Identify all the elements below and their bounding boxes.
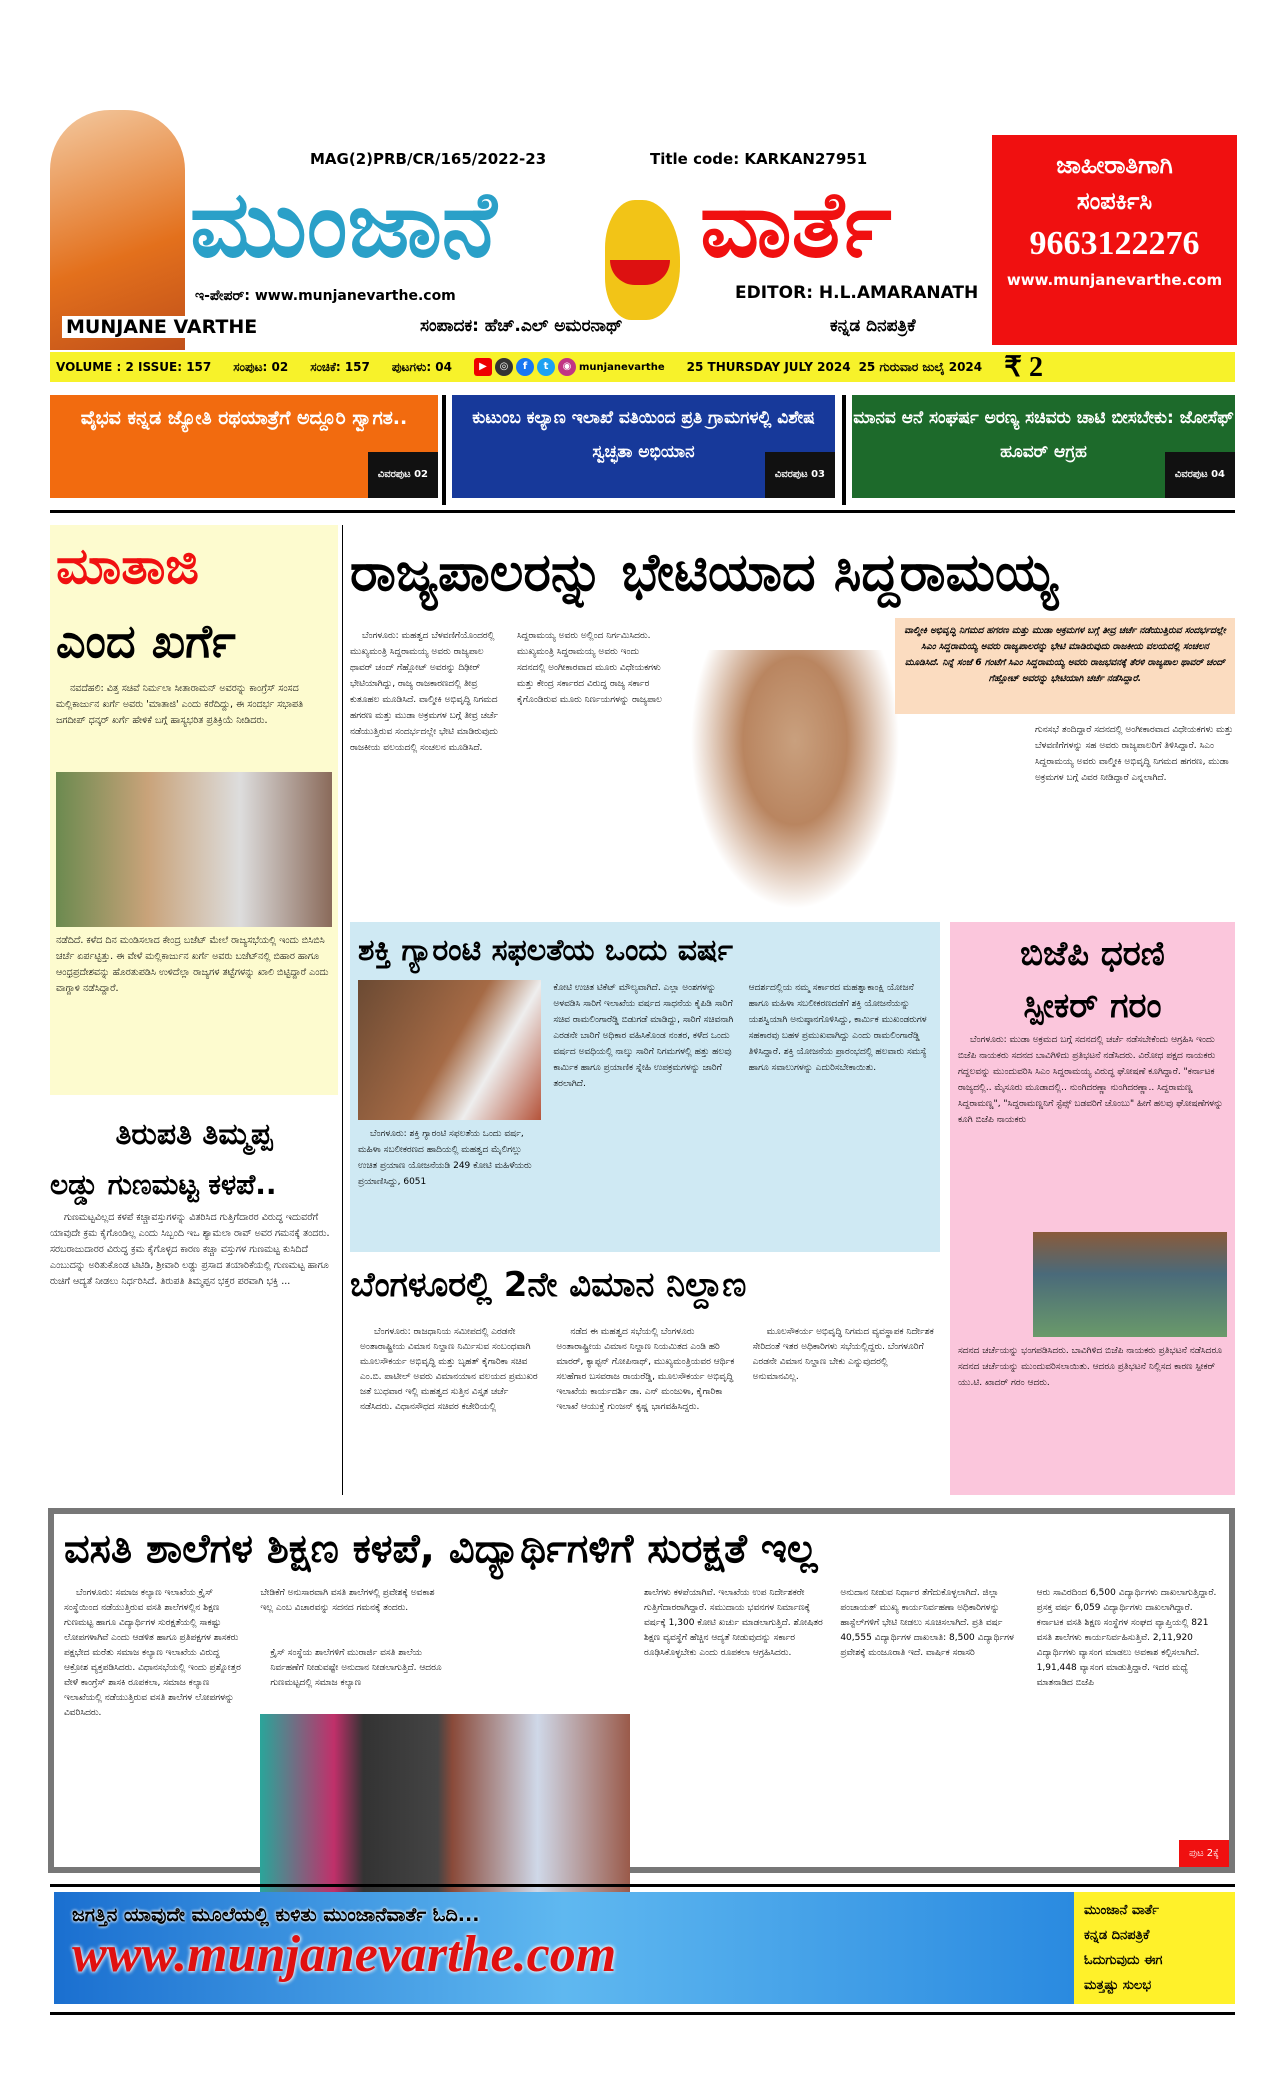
teaser-text: ಕುಟುಂಬ ಕಲ್ಯಾಣ ಇಲಾಖೆ ವತಿಯಿಂದ ಪ್ರತಿ ಗ್ರಾಮಗಳಲ್ಲಿ ವಿಶೇಷ ಸ್ವಚ್ಛತಾ ಅಭಿಯಾನ: [472, 408, 815, 462]
daily-label: ಕನ್ನಡ ದಿನಪತ್ರಿಕೆ: [830, 316, 916, 336]
teaser-3[interactable]: [852, 395, 1235, 498]
tirupati-headline1: ತಿರುಪತಿ ತಿಮ್ಮಪ್ಪ: [115, 1117, 273, 1152]
founder-photo: [50, 110, 185, 350]
hostel-col3: ಕ್ರೈಸ್ ಸಂಸ್ಥೆಯ ಶಾಲೆಗಳಿಗೆ ಮುರಾರ್ಜಿ ವಸತಿ ಶಾಲೆಯ ನಿರ್ವಹಣೆಗೆ ನೀಡುವಷ್ಟೇ ಅನುದಾನ ನೀಡಲಾಗುತ್ತಿದೆ. ಆದರೂ ಗುಣಮಟ್ಟದಲ್ಲಿ ಸಮಾಜ ಕಲ್ಯಾಣ: [270, 1648, 442, 1688]
divider: [442, 395, 446, 505]
transport-minister-photo: [358, 980, 541, 1120]
hostel-col4: ಶಾಲೆಗಳು ಕಳಪೆಯಾಗಿವೆ. ಇಲಾಖೆಯ ಉಪ ನಿರ್ದೇಶಕರೇ ಗುತ್ತಿಗೆದಾರರಾಗಿದ್ದಾರೆ. ಸಮುದಾಯ ಭವನಗಳ ನಿರ್ಮಾಣಕ್ಕೆ ವರ್ಷಕ್ಕೆ 1,300 ಕೋಟಿ ಖರ್ಚು ಮಾಡಲಾಗುತ್ತಿದೆ. ಶೋಷಿತರ ಶಿಕ್ಷಣ ವ್ಯವಸ್ಥೆಗೆ ಹೆಚ್ಚಿನ ಆದ್ಯತೆ ನೀಡುವುದನ್ನು ಸರ್ಕಾರ ರೂಢಿಸಿಕೊಳ್ಳಬೇಕು ಎಂದು ರೂಪಕಲಾ ಆಗ್ರಹಿಸಿದರು.: [643, 1588, 823, 1658]
date-en: 25 THURSDAY JULY 2024: [686, 360, 851, 374]
hostel-col2: ಬೇಡಿಕೆಗೆ ಅನುಸಾರವಾಗಿ ವಸತಿ ಶಾಲೆಗಳಲ್ಲಿ ಪ್ರವೇಶಕ್ಕೆ ಅವಕಾಶ ಇಲ್ಲ ಎಂಬ ವಿಚಾರವನ್ನು ಸದನದ ಗಮನಕ್ಕೆ ತಂದರು.: [260, 1588, 435, 1613]
website-banner[interactable]: [54, 1892, 1074, 2004]
advertise-box: [992, 135, 1237, 345]
mataji-headline1: ಮಾತಾಜಿ: [56, 537, 199, 595]
shakti-headline: ಶಕ್ತಿ ಗ್ಯಾರಂಟಿ ಸಫಲತೆಯ ಒಂದು ವರ್ಷ: [358, 933, 733, 968]
teaser-page-tag: ವಿವರಪುಟ 04: [1165, 452, 1235, 498]
ad-phone[interactable]: 9663122276: [1029, 225, 1200, 262]
bjp-headline1: ಬಿಜೆಪಿ ಧರಣಿ: [1020, 934, 1165, 974]
airport-col3: ಮೂಲಸೌಕರ್ಯ ಅಭಿವೃದ್ಧಿ ನಿಗಮದ ವ್ಯವಸ್ಥಾಪಕ ನಿರ್ದೇಶಕ ಸೇರಿದಂತೆ ಇತರ ಅಧಿಕಾರಿಗಳು ಸಭೆಯಲ್ಲಿದ್ದರು. ಬೆಂಗಳೂರಿಗೆ ಎರಡನೇ ವಿಮಾನ ನಿಲ್ದಾಣ ಬೇಕು ಎನ್ನುವುದರಲ್ಲಿ ಅನುಮಾನವಿಲ್ಲ.: [752, 1327, 934, 1382]
price: ₹ 2: [1004, 352, 1043, 383]
bjp-story: [950, 922, 1235, 1495]
column-rule: [342, 525, 343, 1495]
banner-url[interactable]: www.munjanevarthe.com: [72, 1926, 617, 1983]
section-rule: [50, 2012, 1235, 2015]
hostel-headline: ವಸತಿ ಶಾಲೆಗಳ ಶಿಕ್ಷಣ ಕಳಪೆ, ವಿದ್ಯಾರ್ಥಿಗಳಿಗೆ ಸುರಕ್ಷತೆ ಇಲ್ಲ: [64, 1526, 818, 1572]
divider: [842, 395, 846, 505]
bjp-body2: ಸದನದ ಚರ್ಚೆಯನ್ನು ಭಂಗಪಡಿಸಿದರು. ಬಾವಿಗಿಳಿದ ಬಿಜೆಪಿ ನಾಯಕರು ಪ್ರತಿಭಟನೆ ನಡೆಸಿದರೂ ಸದನದ ಚರ್ಚೆಯನ್ನು ಮುಂದುವರಿಸಲಾಯಿತು. ಆದರೂ ಪ್ರತಿಭಟನೆ ನಿಲ್ಲಿಸದ ಕಾರಣ ಸ್ಪೀಕರ್ ಯು.ಟಿ. ಖಾದರ್ ಗರಂ ಆದರು.: [958, 1346, 1222, 1388]
mataji-body1: ನವದೆಹಲಿ: ವಿತ್ತ ಸಚಿವೆ ನಿರ್ಮಲಾ ಸೀತಾರಾಮನ್ ಅವರನ್ನು ಕಾಂಗ್ರೆಸ್ ಸಂಸದ ಮಲ್ಲಿಕಾರ್ಜುನ ಖರ್ಗೆ ಅವರು 'ಮಾತಾಜಿ' ಎಂದು ಕರೆದಿದ್ದು, ಈ ಸಂದರ್ಭ ಸಭಾಪತಿ ಜಗದೀಪ್ ಧನ್ಕರ್ ಖರ್ಗೆ ಹೇಳಿಕೆ ಬಗ್ಗೆ ಹಾಸ್ಯಭರಿತ ಪ್ರತಿಕ್ರಿಯೆ ನೀಡಿದರು.: [56, 683, 304, 726]
social-handle[interactable]: munjanevarthe: [579, 361, 665, 373]
mataji-body2: ನಡೆದಿದೆ. ಕಳೆದ ದಿನ ಮಂಡಿಸಲಾದ ಕೇಂದ್ರ ಬಜೆಟ್ ಮೇಲೆ ರಾಜ್ಯಸಭೆಯಲ್ಲಿ ಇಂದು ಬಿಸಿಬಿಸಿ ಚರ್ಚೆ ಏರ್ಪಟ್ಟಿತ್ತು. ಈ ವೇಳೆ ಮಲ್ಲಿಕಾರ್ಜುನ ಖರ್ಗೆ ಅವರು ಬಜೆಟ್‌ನಲ್ಲಿ ಬಿಹಾರ ಹಾಗೂ ಆಂಧ್ರಪ್ರದೇಶವನ್ನು ಹೊರತುಪಡಿಸಿ ಉಳಿದೆಲ್ಲಾ ರಾಜ್ಯಗಳ ತಟ್ಟೆಗಳನ್ನು ಖಾಲಿ ಬಿಟ್ಟಿದ್ದಾರೆ ಎಂದು ವಾಗ್ದಾಳಿ ನಡೆಸಿದ್ದಾರೆ.: [56, 935, 329, 994]
teaser-text: ವೈಭವ ಕನ್ನಡ ಜ್ಯೋತಿ ರಥಯಾತ್ರೆಗೆ ಅದ್ದೂರಿ ಸ್ವಾಗತ..: [80, 407, 408, 429]
editor-kn: ಸಂಪಾದಕ: ಹೆಚ್.ಎಲ್ ಅಮರನಾಥ್: [420, 316, 623, 336]
mataji-story: [50, 525, 338, 1095]
karnataka-map-logo: [605, 200, 680, 320]
volume-issue: VOLUME : 2 ISSUE: 157: [56, 360, 212, 374]
title-code: Title code: KARKAN27951: [650, 150, 868, 168]
bjp-body1: ಬೆಂಗಳೂರು: ಮುಡಾ ಅಕ್ರಮದ ಬಗ್ಗೆ ಸದನದಲ್ಲಿ ಚರ್ಚೆ ನಡೆಸಬೇಕೆಂದು ಆಗ್ರಹಿಸಿ ಇಂದು ಬಿಜೆಪಿ ನಾಯಕರು ಸದನದ ಬಾವಿಗಿಳಿದು ಪ್ರತಿಭಟನೆ ನಡೆಸಿದರು. ವಿರೋಧ ಪಕ್ಷದ ನಾಯಕರು ಗದ್ದಲವನ್ನು ಮುಂದುವರಿಸಿ ಸಿಎಂ ಸಿದ್ದರಾಮಯ್ಯ ವಿರುದ್ಧ ಘೋಷಣೆ ಕೂಗಿದ್ದಾರೆ. "ಕರ್ನಾಟಕ ರಾಜ್ಯದಲ್ಲಿ.. ಮೈಸೂರು ಮೂಡಾದಲ್ಲಿ.. ನುಂಗಿದರಣ್ಣಾ ನುಂಗಿದರಣ್ಣಾ.. ಸಿದ್ದರಾಮಣ್ಣ ಸಿದ್ದರಾಮಣ್ಣ", "ಸಿದ್ದರಾಮಣ್ಣನಿಗೆ ಸ್ಟೆಪ್ಸ್ ಬಡವರಿಗೆ ಚೊಂಬು" ಹೀಗೆ ಹಲವು ಘೋಷಣೆಗಳನ್ನು ಕೂಗಿ ಬಿಜೆಪಿ ನಾಯಕರು: [958, 1035, 1224, 1125]
banner-side-box: [1074, 1892, 1235, 2004]
banner-side-line3: ಓದುಗುವುದು ಈಗ: [1084, 1953, 1163, 1968]
facebook-icon[interactable]: f: [516, 358, 534, 376]
registration-number: MAG(2)PRB/CR/165/2022-23: [310, 150, 547, 168]
brand-name-en: MUNJANE VARTHE: [62, 316, 261, 338]
lead-body: [350, 628, 670, 898]
airport-headline: ಬೆಂಗಳೂರಲ್ಲಿ 2ನೇ ವಿಮಾನ ನಿಲ್ದಾಣ: [350, 1265, 747, 1305]
airport-body: [360, 1325, 935, 1490]
sanchike: ಸಂಚಿಕೆ: 157: [310, 359, 370, 374]
lead-col3: ಗುನಸಭೆ ತಂದಿದ್ದಾರೆ ಸದನದಲ್ಲಿ ಅಂಗೀಕಾರವಾದ ವಿಧೇಯಕಗಳು ಮತ್ತು ಬೆಳವಣಿಗೆಗಳನ್ನು ಸಹ ಅವರು ರಾಜ್ಯಪಾಲರಿಗೆ ತಿಳಿಸಿದ್ದಾರೆ. ಸಿಎಂ ಸಿದ್ದರಾಮಯ್ಯ ಅವರು ವಾಲ್ಮೀಕಿ ಅಭಿವೃದ್ಧಿ ನಿಗಮದ ಹಗರಣ, ಮುಡಾ ಅಕ್ರಮಗಳ ಬಗ್ಗೆ ವಿವರ ನೀಡಿದ್ದಾರೆ ಎನ್ನಲಾಗಿದೆ.: [1035, 725, 1234, 783]
ad-line1: ಜಾಹೀರಾತಿಗಾಗಿ: [1056, 151, 1173, 179]
shakti-col3: ಆದರ್ಶದಲ್ಲಿಯ ನಮ್ಮ ಸರ್ಕಾರದ ಮಹತ್ವಾಕಾಂಕ್ಷಿ ಯೋಜನೆ ಹಾಗೂ ಮಹಿಳಾ ಸಬಲೀಕರಣದಡೆಗೆ ಶಕ್ತಿ ಯೋಜನೆಯನ್ನು ಯಶಸ್ವಿಯಾಗಿ ಅನುಷ್ಠಾನಗೊಳಿಸಿದ್ದು, ಕಾರ್ಮಿಕ ಮುಖಂಡರುಗಳ ಸಹಕಾರವು ಬಹಳ ಪ್ರಮುಖವಾಗಿದ್ದು ಎಂದು ರಾಮಲಿಂಗಾರೆಡ್ಡಿ ತಿಳಿಸಿದ್ದಾರೆ. ಶಕ್ತಿ ಯೋಜನೆಯ ಪ್ರಾರಂಭದಲ್ಲಿ ಹಲವಾರು ಸಮಸ್ಯೆ ಹಾಗೂ ಸವಾಲುಗಳನ್ನು ಎದುರಿಸಬೇಕಾಯಿತು.: [748, 983, 927, 1073]
teaser-2[interactable]: [452, 395, 835, 498]
hostel-story: [48, 1508, 1235, 1873]
section-rule: [50, 510, 1235, 513]
lead-col1: ಬೆಂಗಳೂರು: ಮಹತ್ವದ ಬೆಳವಣಿಗೆಯೊಂದರಲ್ಲಿ ಮುಖ್ಯಮಂತ್ರಿ ಸಿದ್ದರಾಮಯ್ಯ ಅವರು ರಾಜ್ಯಪಾಲ ಥಾವರ್ ಚಂದ್ ಗೆಹ್ಲೋಟ್ ಅವರನ್ನು ದಿಢೀರ್ ಭೇಟಿಯಾಗಿದ್ದು, ರಾಜ್ಯ ರಾಜಕಾರಣದಲ್ಲಿ ತೀವ್ರ ಕುತೂಹಲ ಮೂಡಿಸಿದೆ. ವಾಲ್ಮೀಕಿ ಅಭಿವೃದ್ಧಿ ನಿಗಮದ ಹಗರಣ ಮತ್ತು ಮುಡಾ ಅಕ್ರಮಗಳ ಬಗ್ಗೆ ತೀವ್ರ ಚರ್ಚೆ ನಡೆಯುತ್ತಿರುವ ಸಂದರ್ಭದಲ್ಲೇ ಭೇಟಿ ಮಾಡಿರುವುದು ರಾಜಕೀಯ ವಲಯದಲ್ಲಿ ಸಂಚಲನ ಮೂಡಿಸಿದೆ.: [350, 631, 499, 753]
youtube-icon[interactable]: ▶: [474, 358, 492, 376]
continued-tag[interactable]: ಪುಟ 2ಕ್ಕೆ: [1179, 1840, 1229, 1867]
editor-en: EDITOR: H.L.AMARANATH: [735, 283, 979, 303]
shakti-story: [350, 922, 940, 1252]
tirupati-body: ಗುಣಮಟ್ಟವಿಲ್ಲದ ಕಳಪೆ ಕಚ್ಚಾವಸ್ತುಗಳನ್ನು ವಿತರಿಸಿದ ಗುತ್ತಿಗೆದಾರರ ವಿರುದ್ಧ ಇದುವರೆಗೆ ಯಾವುದೇ ಕ್ರಮ ಕೈಗೊಂಡಿಲ್ಲ ಎಂದು ಸಿಬ್ಬಂದಿ ಇಒ ಶ್ಯಾಮಲಾ ರಾವ್ ಅವರ ಗಮನಕ್ಕೆ ತಂದರು. ಸರಬರಾಜುದಾರರ ವಿರುದ್ಧ ಕ್ರಮ ಕೈಗೊಳ್ಳದ ಕಾರಣ ಕಚ್ಚಾ ವಸ್ತುಗಳ ಗುಣಮಟ್ಟ ಕುಸಿದಿದೆ ಎಂಬುದನ್ನು ಅರಿತುಕೊಂಡ ಟಿಟಿಡಿ, ಶ್ರೀವಾರಿ ಲಡ್ಡು ಪ್ರಸಾದ ತಯಾರಿಕೆಯಲ್ಲಿ ಗುಣಮಟ್ಟ ಹಾಗೂ ರುಚಿಗೆ ಆದ್ಯತೆ ನೀಡಲು ನಿರ್ಧರಿಸಿದೆ. ತಿರುಪತಿ ತಿಮ್ಮಪ್ಪನ ಭಕ್ತರ ಪರವಾಗಿ ಭಕ್ತಿ ...: [50, 1212, 330, 1287]
twitter-icon[interactable]: t: [537, 358, 555, 376]
epaper-url[interactable]: ಇ-ಪೇಪರ್: www.munjanevarthe.com: [195, 288, 456, 304]
mataji-headline2: ಎಂದ ಖರ್ಗೆ: [56, 614, 236, 668]
airport-col1: ಬೆಂಗಳೂರು: ರಾಜಧಾನಿಯ ಸಮೀಪದಲ್ಲಿ ಎರಡನೇ ಅಂತಾರಾಷ್ಟ್ರೀಯ ವಿಮಾನ ನಿಲ್ದಾಣ ನಿರ್ಮಿಸುವ ಸಂಬಂಧವಾಗಿ ಮೂಲಸೌಕರ್ಯ ಅಭಿವೃದ್ಧಿ ಮತ್ತು ಬೃಹತ್ ಕೈಗಾರಿಕಾ ಸಚಿವ ಎಂ.ಬಿ. ಪಾಟೀಲ್ ಅವರು ವಿಮಾನಯಾನ ವಲಯದ ಪ್ರಮುಖರ ಜತೆ ಬುಧವಾರ ಇಲ್ಲಿ ಮಹತ್ವದ ಸುತ್ತಿನ ವಿಸ್ತೃತ ಚರ್ಚೆ ನಡೆಸಿದರು. ವಿಧಾನಸೌಧದ ಸಚಿವರ ಕಚೇರಿಯಲ್ಲಿ: [360, 1327, 538, 1412]
masthead-title-part2: ವಾರ್ತೆ: [700, 171, 892, 278]
hostel-col1: ಬೆಂಗಳೂರು: ಸಮಾಜ ಕಲ್ಯಾಣ ಇಲಾಖೆಯ ಕ್ರೈಸ್ ಸಂಸ್ಥೆಯಿಂದ ನಡೆಯುತ್ತಿರುವ ವಸತಿ ಶಾಲೆಗಳಲ್ಲಿನ ಶಿಕ್ಷಣ ಗುಣಮಟ್ಟ ಹಾಗೂ ವಿದ್ಯಾರ್ಥಿಗಳ ಸುರಕ್ಷತೆಯಲ್ಲಿ ಸಾಕಷ್ಟು ಲೋಪಗಳಾಗಿವೆ ಎಂದು ಆಡಳಿತ ಹಾಗೂ ಪ್ರತಿಪಕ್ಷಗಳ ಶಾಸಕರು ಪಕ್ಷಭೇದ ಮರೆತು ಸಮಾಜ ಕಲ್ಯಾಣ ಇಲಾಖೆಯ ವಿರುದ್ಧ ಆಕ್ರೋಶ ವ್ಯಕ್ತಪಡಿಸಿದರು. ವಿಧಾನಸಭೆಯಲ್ಲಿ ಇಂದು ಪ್ರಶ್ನೋತ್ತರ ವೇಳೆ ಕಾಂಗ್ರೆಸ್ ಶಾಸಕಿ ರೂಪಕಲಾ, ಸಮಾಜ ಕಲ್ಯಾಣ ಇಲಾಖೆಯಲ್ಲಿ ನಡೆಯುತ್ತಿರುವ ವಸತಿ ಶಾಲೆಗಳ ಲೋಪಗಳನ್ನು ವಿವರಿಸಿದರು.: [64, 1588, 241, 1718]
date-kn: 25 ಗುರುವಾರ ಜುಲೈ 2024: [858, 359, 983, 374]
airport-col2: ನಡೆದ ಈ ಮಹತ್ವದ ಸಭೆಯಲ್ಲಿ ಬೆಂಗಳೂರು ಅಂತಾರಾಷ್ಟ್ರೀಯ ವಿಮಾನ ನಿಲ್ದಾಣ ನಿಯಮಿತದ ಎಂಡಿ ಹರಿ ಮಾರರ್, ಕ್ಯಾಪ್ಟನ್ ಗೋಪಿನಾಥ್, ಮುಖ್ಯಮಂತ್ರಿಯವರ ಆರ್ಥಿಕ ಸಲಹೆಗಾರ ಬಸವರಾಜ ರಾಯರೆಡ್ಡಿ, ಮೂಲಸೌಕರ್ಯ ಅಭಿವೃದ್ಧಿ ಇಲಾಖೆಯ ಕಾರ್ಯದರ್ಶಿ ಡಾ. ಎನ್ ಮಂಜುಳಾ, ಕೈಗಾರಿಕಾ ಇಲಾಖೆ ಆಯುಕ್ತೆ ಗುಂಜನ್ ಕೃಷ್ಣ ಭಾಗವಹಿಸಿದ್ದರು.: [556, 1327, 735, 1412]
siddaramaiah-photo: [690, 650, 900, 910]
shakti-col1: ಬೆಂಗಳೂರು: ಶಕ್ತಿ ಗ್ಯಾರಂಟಿ ಸಫಲತೆಯ ಒಂದು ವರ್ಷ, ಮಹಿಳಾ ಸಬಲೀಕರಣದ ಹಾದಿಯಲ್ಲಿ ಮಹತ್ವದ ಮೈಲಿಗಲ್ಲು ಉಚಿತ ಪ್ರಯಾಣ ಯೋಜನೆಯಡಿ 249 ಕೋಟಿ ಮಹಿಳೆಯರು ಪ್ರಯಾಣಿಸಿದ್ದು, 6051: [358, 1129, 532, 1187]
tirupati-story: [50, 1110, 338, 1495]
web-icon[interactable]: ◎: [495, 358, 513, 376]
teaser-text: ಮಾನವ ಆನೆ ಸಂಘರ್ಷ ಅರಣ್ಯ ಸಚಿವರು ಚಾಟಿ ಬೀಸಬೇಕು: ಜೋಸೆಫ್ ಹೂವರ್ ಆಗ್ರಹ: [853, 408, 1234, 462]
page-count: ಪುಟಗಳು: 04: [391, 359, 452, 374]
hostel-col5: ಅನುದಾನ ನೀಡುವ ನಿರ್ಧಾರ ತೆಗೆದುಕೊಳ್ಳಲಾಗಿದೆ. ಜಿಲ್ಲಾ ಪಂಚಾಯತ್ ಮುಖ್ಯ ಕಾರ್ಯನಿರ್ವಹಣಾ ಅಧಿಕಾರಿಗಳನ್ನು ಹಾಸ್ಟೆಲ್‌ಗಳಿಗೆ ಭೇಟಿ ನೀಡಲು ಸೂಚಿಸಲಾಗಿದೆ. ಪ್ರತಿ ವರ್ಷ 40,555 ವಿದ್ಯಾರ್ಥಿಗಳ ದಾಖಲಾತಿ: 8,500 ವಿದ್ಯಾರ್ಥಿಗಳ ಪ್ರವೇಶಕ್ಕೆ ಮಂಜೂರಾತಿ ಇದೆ. ವಾರ್ಷಿಕ ಸರಾಸರಿ: [840, 1588, 1014, 1658]
lead-caption: ವಾಲ್ಮೀಕಿ ಅಭಿವೃದ್ಧಿ ನಿಗಮದ ಹಗರಣ ಮತ್ತು ಮುಡಾ ಅಕ್ರಮಗಳ ಬಗ್ಗೆ ತೀವ್ರ ಚರ್ಚೆ ನಡೆಯುತ್ತಿರುವ ಸಂದರ್ಭದಲ್ಲೇ ಸಿಎಂ ಸಿದ್ದರಾಮಯ್ಯ ಅವರು ರಾಜ್ಯಪಾಲರನ್ನು ಭೇಟಿ ಮಾಡಿರುವುದು ರಾಜಕೀಯ ವಲಯದಲ್ಲಿ ಸಂಚಲನ ಮೂಡಿಸಿದೆ. ನಿನ್ನೆ ಸಂಜೆ 6 ಗಂಟೆಗೆ ಸಿಎಂ ಸಿದ್ದರಾಮಯ್ಯ ಅವರು ರಾಜಭವನಕ್ಕೆ ತೆರಳಿ ರಾಜ್ಯಪಾಲ ಥಾವರ್ ಚಂದ್ ಗೆಹ್ಲೋಟ್ ಅವರನ್ನು ಭೇಟಿಯಾಗಿ ಚರ್ಚೆ ನಡೆಸಿದ್ದಾರೆ.: [904, 626, 1226, 684]
issue-info-bar: [50, 352, 1235, 382]
tirupati-headline2: ಲಡ್ಡು ಗುಣಮಟ್ಟ ಕಳಪೆ..: [50, 1168, 277, 1201]
lead-col2: ಸಿದ್ದರಾಮಯ್ಯ ಅವರು ಅಲ್ಲಿಂದ ನಿರ್ಗಮಿಸಿದರು. ಮುಖ್ಯಮಂತ್ರಿ ಸಿದ್ದರಾಮಯ್ಯ ಅವರು ಇಂದು ಸದನದಲ್ಲಿ ಅಂಗೀಕಾರವಾದ ಮೂರು ವಿಧೇಯಕಗಳು ಮತ್ತು ಕೇಂದ್ರ ಸರ್ಕಾರದ ವಿರುದ್ಧ ರಾಜ್ಯ ಸರ್ಕಾರ ಕೈಗೊಂಡಿರುವ ಮೂರು ನಿರ್ಣಯಗಳನ್ನು ರಾಜ್ಯಪಾಲ: [517, 631, 662, 705]
banner-side-line1: ಮುಂಜಾನೆ ವಾರ್ತೆ: [1084, 1903, 1159, 1918]
banner-tagline: ಜಗತ್ತಿನ ಯಾವುದೇ ಮೂಲೆಯಲ್ಲಿ ಕುಳಿತು ಮುಂಜಾನೆವಾರ್ತೆ ಓದಿ...: [72, 1904, 480, 1926]
samputa: ಸಂಪುಟ: 02: [233, 359, 289, 374]
instagram-icon[interactable]: ◉: [558, 358, 576, 376]
teaser-1[interactable]: [50, 395, 438, 498]
banner-side-line2: ಕನ್ನಡ ದಿನಪತ್ರಿಕೆ: [1084, 1928, 1150, 1943]
teaser-page-tag: ವಿವರಪುಟ 02: [368, 452, 438, 498]
lead-caption-box: [895, 618, 1235, 714]
bjp-headline2: ಸ್ಪೀಕರ್ ಗರಂ: [1023, 986, 1162, 1026]
teaser-page-tag: ವಿವರಪುಟ 03: [765, 452, 835, 498]
masthead-title-part1: ಮುಂಜಾನೆ: [190, 171, 497, 278]
ad-line2: ಸಂಪರ್ಕಿಸಿ: [1076, 187, 1153, 215]
lead-headline: ರಾಜ್ಯಪಾಲರನ್ನು ಭೇಟಿಯಾದ ಸಿದ್ದರಾಮಯ್ಯ: [350, 543, 1058, 603]
assembly-photo: [1033, 1232, 1227, 1337]
parliament-photo: [56, 772, 332, 927]
ad-url[interactable]: www.munjanevarthe.com: [1006, 271, 1223, 289]
hostel-col6: ಆರು ಸಾವಿರದಿಂದ 6,500 ವಿದ್ಯಾರ್ಥಿಗಳು ದಾಖಲಾಗುತ್ತಿದ್ದಾರೆ. ಪ್ರಸಕ್ತ ವರ್ಷ 6,059 ವಿದ್ಯಾರ್ಥಿಗಳು ದಾಖಲಾಗಿದ್ದಾರೆ. ಕರ್ನಾಟಕ ವಸತಿ ಶಿಕ್ಷಣ ಸಂಸ್ಥೆಗಳ ಸಂಘದ ವ್ಯಾಪ್ತಿಯಲ್ಲಿ 821 ವಸತಿ ಶಾಲೆಗಳು ಕಾರ್ಯನಿರ್ವಹಿಸುತ್ತಿವೆ. 2,11,920 ವಿದ್ಯಾರ್ಥಿಗಳು ವ್ಯಾಸಂಗ ಮಾಡಲು ಅವಕಾಶ ಕಲ್ಪಿಸಲಾಗಿದೆ. 1,91,448 ವ್ಯಾಸಂಗ ಮಾಡುತ್ತಿದ್ದಾರೆ. ಇದರ ಮಧ್ಯೆ ಮಾತನಾಡಿದ ಬಿಜೆಪಿ: [1036, 1588, 1217, 1688]
assembly-members-photo: [260, 1714, 630, 1919]
banner-side-line4: ಮತ್ತಷ್ಟು ಸುಲಭ: [1084, 1978, 1152, 1993]
section-rule: [50, 1884, 1235, 1887]
shakti-col2: ಕೋಟಿ ಉಚಿತ ಟಿಕೆಟ್ ಮೌಲ್ಯವಾಗಿದೆ. ಎಲ್ಲಾ ಅಂಶಗಳನ್ನು ಅಳವಡಿಸಿ ಸಾರಿಗೆ ಇಲಾಖೆಯ ವರ್ಷದ ಸಾಧನೆಯ ಕೈಪಿಡಿ ಸಾರಿಗೆ ಸಚಿವ ರಾಮಲಿಂಗಾರೆಡ್ಡಿ ಬಿಡುಗಡೆ ಮಾಡಿದ್ದು, ಸಾರಿಗೆ ಸಚಿವನಾಗಿ ಎರಡನೇ ಬಾರಿಗೆ ಅಧಿಕಾರ ವಹಿಸಿಕೊಂಡ ನಂತರ, ಕಳೆದ ಒಂದು ವರ್ಷದ ಅವಧಿಯಲ್ಲಿ ನಾಲ್ಕು ಸಾರಿಗೆ ನಿಗಮಗಳಲ್ಲಿ ಹತ್ತು ಹಲವು ಕಾರ್ಮಿಕ ಹಾಗೂ ಪ್ರಯಾಣಿಕ ಸ್ನೇಹಿ ಉಪಕ್ರಮಗಳನ್ನು ಜಾರಿಗೆ ತರಲಾಗಿದೆ.: [553, 983, 734, 1089]
